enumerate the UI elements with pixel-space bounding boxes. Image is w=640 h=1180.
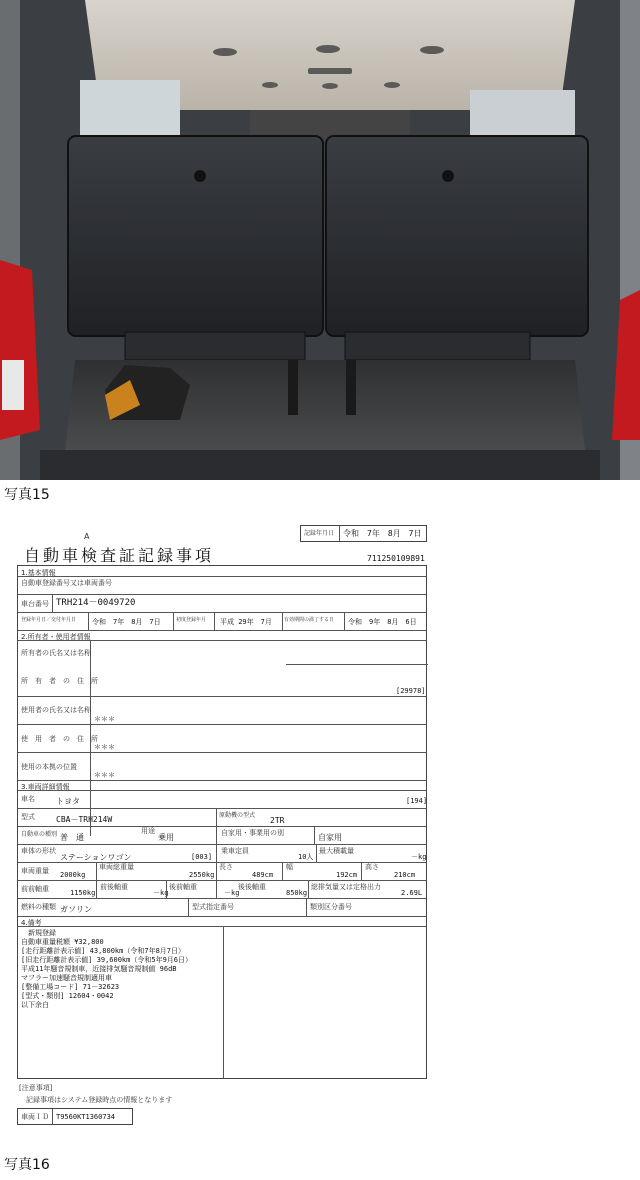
section-vehicle: 3.車両詳細情報 (21, 783, 70, 791)
caution-label: [注意事項] (19, 1084, 53, 1092)
model-label: 型式 (21, 813, 35, 821)
owner-address-label: 所 有 者 の 住 所 (21, 677, 98, 685)
note-line: 自動車重量税額 ¥32,800 (21, 938, 104, 946)
displacement-label: 総排気量又は定格出力 (311, 883, 381, 891)
note-line: [型式・類別] 12604・0042 (21, 992, 114, 1000)
rr-axle-label: 後後軸重 (238, 883, 266, 891)
ff-axle-label: 前前軸重 (21, 885, 49, 893)
gross: 2550kg (189, 871, 215, 879)
section-basic: 1.基本情報 (21, 569, 56, 577)
record-date-box (300, 525, 427, 542)
note-line: 新規登録 (21, 929, 56, 937)
fr-axle: －kg (153, 889, 169, 897)
engine-label: 原動機の型式 (219, 812, 256, 819)
note-line: [旧走行距離計表示値] 39,600km（令和5年9月6日） (21, 956, 193, 964)
note-line: [走行距離計表示値] 43,800km（令和7年8月7日） (21, 947, 186, 955)
photo16-caption: 写真16 (4, 1157, 50, 1173)
private-label: 自家用・事業用の別 (221, 829, 284, 837)
width-label: 幅 (286, 863, 293, 871)
rf-axle: －kg (224, 889, 240, 897)
rf-axle-label: 後前軸重 (169, 883, 197, 891)
body-code: [003] (191, 853, 213, 861)
vehicle-id-label: 車両ＩＤ (21, 1113, 49, 1121)
kind-label: 自動車の種別 (21, 831, 58, 838)
doc-number: 711250109891 (367, 554, 425, 563)
width: 192cm (336, 871, 358, 879)
expiry-label: 有効期間の満了する日 (284, 617, 335, 623)
base-location: ＊＊＊ (94, 771, 115, 779)
reg-date: 令和 7年 8月 7日 (92, 618, 161, 626)
maker-code: [194] (406, 797, 428, 805)
type-no-label: 型式指定番号 (192, 903, 234, 911)
rr-axle: 850kg (286, 889, 308, 897)
ff-axle: 1150kg (70, 889, 96, 897)
kind: 普 通 (60, 833, 84, 842)
caution-text: 記録事項はシステム登録時点の情報となります (26, 1096, 173, 1104)
max-load: －kg (411, 853, 427, 861)
chassis-number: TRH214－0049720 (56, 598, 136, 608)
model: CBA－TRH214W (56, 815, 113, 824)
doc-mark: A (84, 532, 90, 541)
vehicle-id-box (17, 1108, 133, 1125)
maker-label: 車名 (21, 795, 35, 803)
record-date-label: 記録年月日 (304, 530, 335, 537)
owner-code: [29978] (396, 687, 426, 695)
first-reg-label: 初度登録年月 (176, 617, 207, 623)
reg-date-label: 登録年月日／交付年月日 (21, 617, 77, 623)
private: 自家用 (318, 833, 342, 842)
user-name-label: 使用者の氏名又は名称 (21, 706, 91, 714)
note-line: 以下余白 (21, 1001, 49, 1009)
weight: 2000kg (60, 871, 86, 879)
maker: トヨタ (56, 797, 80, 806)
doc-title: 自動車検査証記録事項 (24, 546, 215, 565)
fuel-label: 燃料の種類 (21, 903, 56, 911)
note-line: 平成11年騒音規制車，近接排気騒音規制値 96dB (21, 965, 177, 973)
height: 210cm (394, 871, 416, 879)
vehicle-id: T9560KT1360734 (56, 1113, 116, 1121)
capacity-label: 乗車定員 (221, 847, 249, 855)
vehicle-inspection-certificate (0, 505, 640, 1145)
reg-number-label: 自動車登録番号又は車両番号 (21, 579, 112, 587)
first-reg: 平成 29年 7月 (220, 618, 272, 626)
height-label: 高さ (365, 863, 379, 871)
body-label: 車体の形状 (21, 847, 56, 855)
notes-block (21, 929, 192, 1010)
record-date: 令和 7年 8月 7日 (343, 529, 422, 538)
base-label: 使用の本拠の位置 (21, 763, 77, 771)
user-name: ＊＊＊ (94, 715, 115, 723)
body-shape: ステーションワゴン (60, 853, 132, 862)
fuel: ガソリン (60, 905, 92, 914)
gross-label: 車両総重量 (99, 863, 134, 871)
use-label: 用途 (141, 827, 155, 835)
user-address-label: 使 用 者 の 住 所 (21, 735, 98, 743)
length: 489cm (252, 871, 274, 879)
photo-van-cargo (0, 0, 640, 480)
fr-axle-label: 前後軸重 (100, 883, 128, 891)
van-cargo-illustration (0, 0, 640, 480)
class-no-label: 類別区分番号 (310, 903, 352, 911)
engine: 2TR (270, 816, 285, 825)
chassis-label: 車台番号 (21, 600, 49, 608)
use: 乗用 (158, 833, 174, 842)
length-label: 長さ (219, 863, 233, 871)
note-line: [整備工場コード] 71－32623 (21, 983, 120, 991)
record-table (17, 565, 427, 1079)
user-address: ＊＊＊ (94, 743, 115, 751)
displacement: 2.69L (401, 889, 423, 897)
photo15-caption: 写真15 (4, 487, 50, 503)
owner-name-label: 所有者の氏名又は名称 (21, 649, 91, 657)
weight-label: 車両重量 (21, 867, 49, 875)
max-load-label: 最大積載量 (319, 847, 354, 855)
expiry-date: 令和 9年 8月 6日 (348, 618, 417, 626)
note-line: マフラー加速騒音規制適用車 (21, 974, 112, 982)
section-owner: 2.所有者・使用者情報 (21, 633, 91, 641)
capacity: 10人 (298, 853, 314, 861)
section-notes: 4.備考 (21, 919, 42, 927)
